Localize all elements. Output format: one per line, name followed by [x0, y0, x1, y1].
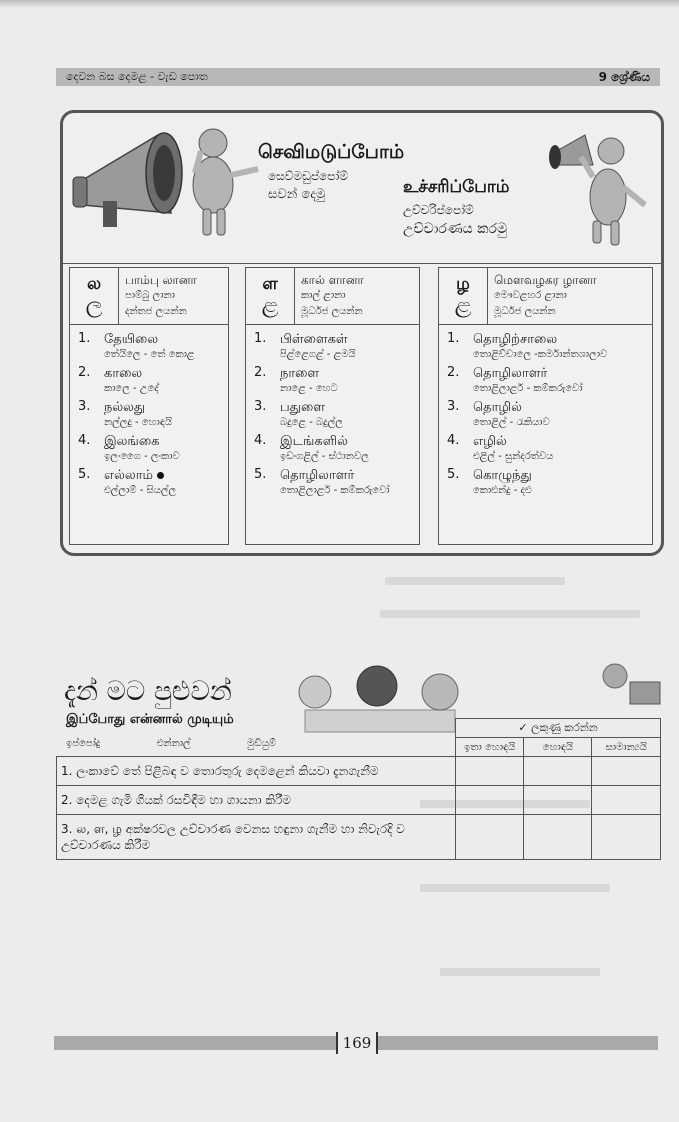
- letter-column-la: [69, 267, 229, 545]
- tamil-word: தேயிலை: [104, 332, 159, 347]
- bleed-through: [420, 884, 610, 892]
- tamil-word: கொழுந்து: [473, 468, 532, 483]
- word-meaning: බදුළෙ - බදුල්ල: [280, 417, 343, 428]
- letter-name-transliteration: පාම්බු ලානා: [125, 290, 175, 301]
- page-number: 169: [336, 1032, 378, 1054]
- bullet-dot-icon: [157, 472, 164, 479]
- word-meaning: එල්ලාම් - සියල්ල: [104, 485, 177, 496]
- word-meaning: තොළිච්චාලෙ -කර්මාන්තශාලාව: [473, 349, 608, 360]
- title-listen-meaning: සවන් දෙමු: [268, 187, 326, 202]
- bleed-through: [380, 610, 640, 618]
- list-item: 3. தொழில் තොළිල් - රැකියාව: [447, 399, 550, 428]
- list-item: 5. கொழுந்து කොළුන්දු - දළු: [447, 467, 532, 496]
- list-item: 5. தொழிலாளர் තොළිලාළර් - කම්කරුවෝ: [254, 467, 390, 496]
- top-edge: [0, 0, 679, 8]
- letter-name-transliteration: කාල් ළානා: [301, 290, 346, 301]
- letter-name: கால் ளானா: [301, 273, 364, 287]
- list-item: 1. தொழிற்சாலை තොළිච්චාලෙ -කර්මාන්තශාලාව: [447, 331, 608, 360]
- tamil-word: தொழிற்சாலை: [473, 332, 558, 347]
- word-meaning: තොළිල් - රැකියාව: [473, 417, 550, 428]
- tamil-word: பிள்ளைகள்: [280, 332, 348, 347]
- word-meaning: තොළිලාළර් - කම්කරුවෝ: [473, 383, 583, 394]
- word-meaning: ඉඩංගළිල් - ස්ථානවල: [280, 451, 369, 462]
- word-meaning: කොළුන්දු - දළු: [473, 485, 532, 496]
- sinhala-letter: ල: [85, 293, 103, 318]
- word-meaning: නාළෙ - හෙට: [280, 383, 338, 394]
- tamil-word: இடங்களில்: [280, 434, 348, 449]
- header-right: 9 ශ්‍රේණිය: [598, 69, 650, 84]
- skill-text: 1. ලංකාවේ තේ පිළිබඳ ව තොරතුරු දෙමළෙන් කියවා දැනගැනීම: [57, 757, 456, 786]
- list-item: 4. இடங்களில் ඉඩංගළිල් - ස්ථානවල: [254, 433, 369, 462]
- table-title: ✓ ලකුණු කරන්න: [456, 719, 661, 738]
- list-item: 2. காலை කාලෙ - උදේ: [78, 365, 159, 394]
- skill-text: 2. දෙමළ ගැමි ගීයක් රසවිඳීම හා ගායනා කිරීම: [57, 786, 456, 815]
- tick-cell[interactable]: [592, 786, 661, 815]
- tamil-word: எல்லாம்: [104, 468, 153, 483]
- word-meaning: තේයිලෙ - තේ කොළ: [104, 349, 195, 360]
- skill-text: 3. ல, ள, ழ අක්ෂරවල උච්චාරණ වෙනස හඳුනා ගැනීම හා නිවැරදි ව උච්චාරණය කිරීම: [57, 815, 456, 860]
- word-meaning: ඉලංගෛ - ලංකාව: [104, 451, 180, 462]
- letter-name-description: දන්තජ ලයන්න: [125, 306, 187, 317]
- sinhala-letter: ළ: [454, 293, 472, 318]
- list-item: 5. எல்லாம் එල්ලාම් - සියල්ල: [78, 467, 177, 496]
- sinhala-letter: ළ: [261, 293, 279, 318]
- word-meaning: නල්ලදු - හොඳයි: [104, 417, 173, 428]
- tamil-letter: ல: [86, 274, 102, 294]
- tamil-word: நல்லது: [104, 400, 146, 415]
- tamil-word: தொழில்: [473, 400, 522, 415]
- list-item: 1. தேயிலை තේයිලෙ - තේ කොළ: [78, 331, 195, 360]
- bleed-through: [440, 968, 600, 976]
- self-assessment-table: [56, 718, 661, 860]
- tamil-letter: ள: [262, 274, 278, 294]
- section-title-transliteration: ඉප්පෝදු එන්නාල් මුඩියුම්: [66, 738, 276, 749]
- letter-column-lla: [245, 267, 420, 545]
- bleed-through: [385, 577, 565, 585]
- tamil-word: இலங்கை: [104, 434, 160, 449]
- word-meaning: කාලෙ - උදේ: [104, 383, 159, 394]
- list-item: 1. பிள்ளைகள் පිළ්ළෙගළ් - ළමයි: [254, 331, 356, 360]
- col-average: සාමාන්‍යයි: [592, 738, 661, 757]
- letter-column-zha: [438, 267, 653, 545]
- page-header: [56, 68, 660, 86]
- col-good: හොඳයි: [524, 738, 592, 757]
- list-item: 4. இலங்கை ඉලංගෛ - ලංකාව: [78, 433, 180, 462]
- tamil-word: தொழிலாளர்: [473, 366, 548, 381]
- word-meaning: එළිල් - සුන්දරත්වය: [473, 451, 554, 462]
- col-very-good: ඉතා හොඳයි: [456, 738, 524, 757]
- section-title-tamil: இப்போது என்னால் முடியும்: [66, 712, 234, 727]
- tamil-word: நாளை: [280, 366, 320, 381]
- table-row: [57, 786, 661, 815]
- table-row: [57, 757, 661, 786]
- letter-name-transliteration: මෞවළහර ළානා: [494, 290, 567, 301]
- tick-cell[interactable]: [456, 815, 524, 860]
- title-listen-transliteration: සෙව්මඩුප්පෝම්: [268, 169, 348, 183]
- tick-cell[interactable]: [524, 786, 592, 815]
- title-listen: செவிமடுப்போம்: [258, 141, 405, 163]
- tamil-word: பதுளை: [280, 400, 325, 415]
- tamil-letter: ழ: [456, 274, 470, 294]
- tick-cell[interactable]: [456, 757, 524, 786]
- list-item: 2. தொழிலாளர் තොළිලාළර් - කම්කරුවෝ: [447, 365, 583, 394]
- list-item: 2. நாளை නාළෙ - හෙට: [254, 365, 338, 394]
- word-meaning: පිළ්ළෙගළ් - ළමයි: [280, 349, 356, 360]
- title-pronounce: உச்சரிப்போம்: [403, 177, 510, 197]
- tick-cell[interactable]: [592, 815, 661, 860]
- banner: [63, 113, 661, 264]
- tick-cell[interactable]: [456, 786, 524, 815]
- tamil-word: காலை: [104, 366, 143, 381]
- tick-cell[interactable]: [524, 757, 592, 786]
- section-title: දැන් මට පුළුවන්: [64, 676, 232, 707]
- letter-name-description: මූර්ධජ ලයන්න: [301, 306, 363, 317]
- tamil-word: எழில்: [473, 434, 507, 449]
- megaphone-illustration: [63, 113, 661, 263]
- letter-name-description: මූර්ධජ ලයන්න: [494, 306, 556, 317]
- title-pronounce-meaning: උච්චාරණය කරමු: [403, 221, 508, 237]
- tick-cell[interactable]: [592, 757, 661, 786]
- letter-name: பாம்பு லானா: [125, 273, 197, 287]
- list-item: 3. நல்லது නල්ලදු - හොඳයි: [78, 399, 173, 428]
- table-row: [57, 815, 661, 860]
- tick-cell[interactable]: [524, 815, 592, 860]
- list-item: 3. பதுளை බදුළෙ - බදුල්ල: [254, 399, 343, 428]
- tamil-word: தொழிலாளர்: [280, 468, 355, 483]
- header-left: දෙවන බස දෙමළ - වැඩ පොත: [66, 70, 208, 83]
- list-item: 4. எழில் එළිල් - සුන්දරත්වය: [447, 433, 554, 462]
- title-pronounce-transliteration: උච්චරිප්පෝම්: [403, 203, 474, 217]
- letter-name: மௌவழகர ழானா: [494, 273, 597, 287]
- listening-box: [60, 110, 664, 556]
- word-meaning: තොළිලාළර් - කම්කරුවෝ: [280, 485, 390, 496]
